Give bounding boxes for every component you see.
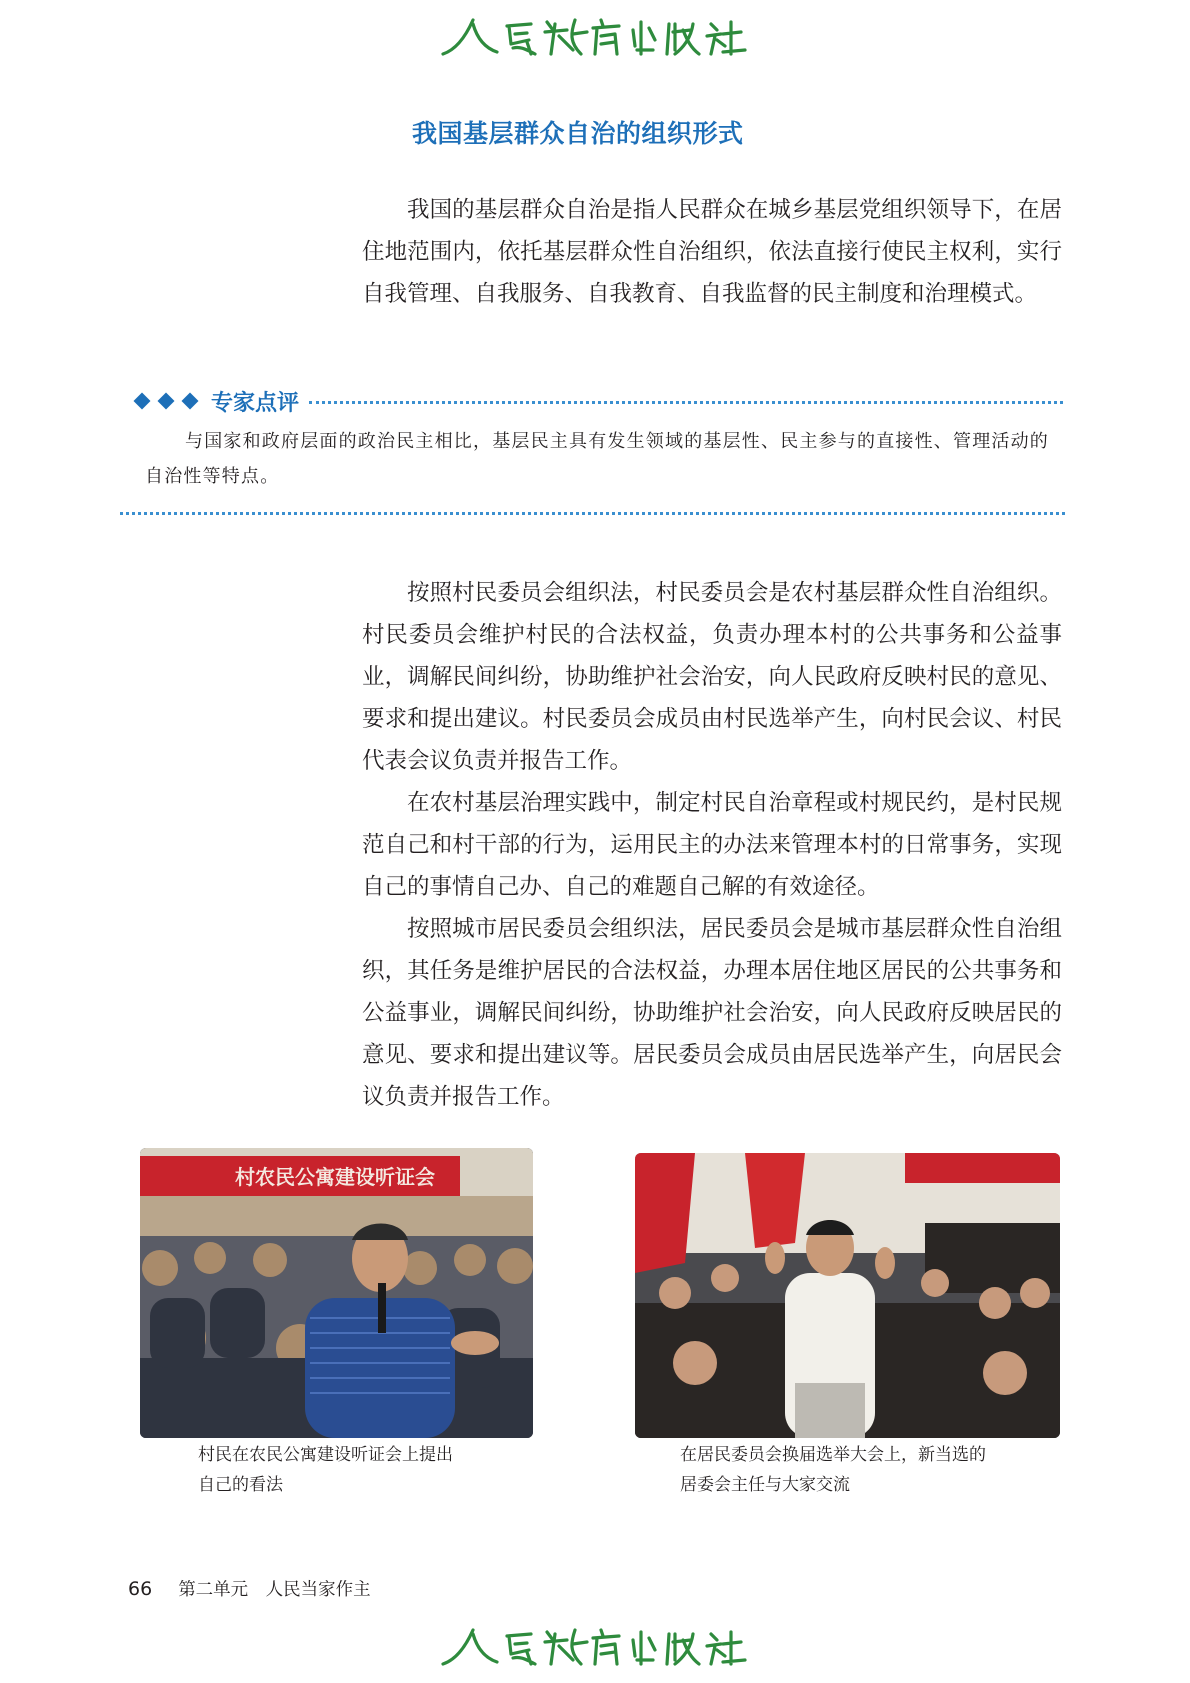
dotted-divider bbox=[309, 401, 1063, 404]
caption-line: 在居民委员会换届选举大会上，新当选的 bbox=[680, 1445, 986, 1465]
election-meeting-photo bbox=[635, 1153, 1060, 1438]
body-paragraph: 在农村基层治理实践中，制定村民自治章程或村规民约，是村民规范自己和村干部的行为，运用民主的办法来管理本村的日常事务，实现自己的事情自己办、自己的难题自己解的有效途径。 bbox=[362, 790, 1062, 900]
expert-comment-text: 与国家和政府层面的政治民主相比，基层民主具有发生领域的基层性、民主参与的直接性、管理活动的自治性等特点。 bbox=[145, 431, 1049, 487]
left-photo-caption bbox=[198, 1440, 453, 1500]
unit-label: 第二单元 人民当家作主 bbox=[178, 1580, 371, 1600]
right-photo-caption bbox=[680, 1440, 986, 1500]
hearing-meeting-photo bbox=[140, 1148, 533, 1438]
publisher-calligraphy-logo bbox=[435, 10, 755, 66]
caption-line: 村民在农民公寓建设听证会上提出 bbox=[198, 1445, 453, 1465]
diamond-bullets-icon bbox=[133, 395, 199, 407]
dotted-divider-bottom bbox=[120, 512, 1065, 515]
body-paragraph: 按照城市居民委员会组织法，居民委员会是城市基层群众性自治组织，其任务是维护居民的合法权益，办理本居住地区居民的公共事务和公益事业，调解民间纠纷，协助维护社会治安，向人民政府反映居民的意见、要求和提出建议等。居民委员会成员由居民选举产生，向居民会议负责并报告工作。 bbox=[362, 916, 1062, 1110]
body-paragraph: 按照村民委员会组织法，村民委员会是农村基层群众性自治组织。村民委员会维护村民的合法权益，负责办理本村的公共事务和公益事业，调解民间纠纷，协助维护社会治安，向人民政府反映村民的意见、要求和提出建议。村民委员会成员由村民选举产生，向村民会议、村民代表会议负责并报告工作。 bbox=[362, 580, 1062, 774]
page-footer bbox=[128, 1576, 371, 1601]
publisher-watermark-bottom bbox=[0, 1618, 1190, 1678]
expert-comment-title: 专家点评 bbox=[211, 390, 300, 416]
caption-line: 居委会主任与大家交流 bbox=[680, 1475, 850, 1495]
main-text bbox=[362, 572, 1062, 1118]
section-title: 我国基层群众自治的组织形式 bbox=[412, 119, 744, 148]
intro-text bbox=[362, 189, 1062, 315]
page-number: 66 bbox=[128, 1578, 153, 1600]
meeting-banner-text: 村农民公寓建设听证会 bbox=[235, 1165, 435, 1189]
caption-line: 自己的看法 bbox=[198, 1475, 283, 1495]
expert-comment-header bbox=[133, 384, 1063, 418]
intro-paragraph: 我国的基层群众自治是指人民群众在城乡基层党组织领导下，在居住地范围内，依托基层群众性自治组织，依法直接行使民主权利，实行自我管理、自我服务、自我教育、自我监督的民主制度和治理模式。 bbox=[362, 197, 1062, 307]
expert-comment-box bbox=[145, 424, 1050, 494]
publisher-watermark-top bbox=[0, 8, 1190, 68]
publisher-calligraphy-logo bbox=[435, 1620, 755, 1676]
